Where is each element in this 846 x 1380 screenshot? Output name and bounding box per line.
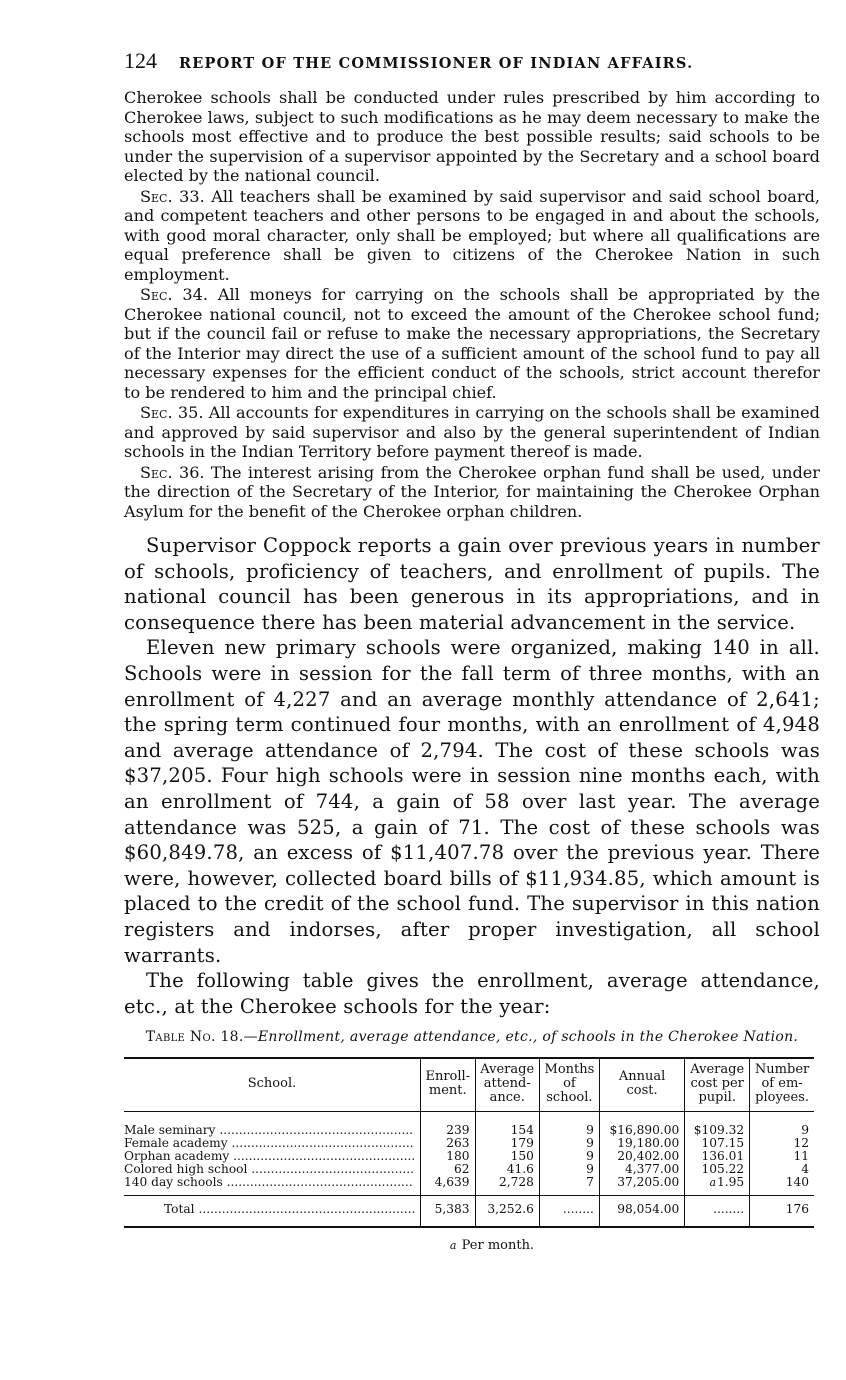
total-label: Total ..... [164,1203,414,1216]
footnote-marker: a [709,1176,717,1190]
per-pupil-cell: 136.01 [685,1150,750,1163]
empty-months-cell [539,1196,599,1228]
attendance-cell: 179 [475,1137,539,1150]
employees-cell: 140 [750,1176,814,1196]
school-name: Colored high school ..... [124,1163,414,1176]
cost-cell: $16,890.00 [599,1112,684,1138]
col-header-school: School. [124,1058,421,1112]
col-header-months: Months of school. [539,1058,599,1112]
school-name: Female academy ..... [124,1137,414,1150]
col-header-employees: Number of em- ployees. [750,1058,814,1112]
cost-cell: 4,377.00 [599,1163,684,1176]
attendance-cell: 41.6 [475,1163,539,1176]
table-header-row [124,1058,814,1112]
law-section-34 [124,285,820,402]
per-pupil-value: 1.95 [717,1175,745,1190]
page-number: 124 [124,48,157,73]
page-header [124,48,820,74]
months-cell: 9 [539,1150,599,1163]
table-row [124,1112,814,1138]
body-paragraph: The following table gives the enrollment, average attendance, etc., at the Cherokee schools for the year: [124,969,820,1018]
footnote-marker: a [449,1239,457,1253]
employees-cell: 11 [750,1150,814,1163]
cost-cell: 19,180.00 [599,1137,684,1150]
cost-cell: 20,402.00 [599,1150,684,1163]
col-header-attendance: Average attend- ance. [475,1058,539,1112]
footnote-text: Per month. [461,1238,535,1254]
col-header-per-pupil: Average cost per pupil. [685,1058,750,1112]
per-pupil-cell: $109.32 [685,1112,750,1138]
employees-cell: 4 [750,1163,814,1176]
table-title: —Enrollment, average attendance, etc., of schools in the Cherokee Nation. [243,1029,799,1046]
per-pupil-cell: 105.22 [685,1163,750,1176]
total-employees: 176 [750,1196,814,1228]
section-label: Sec. 34. [140,285,209,304]
school-name: Male seminary ..... [124,1124,414,1137]
enrollment-cell: 180 [421,1150,476,1163]
col-header-cost: Annual cost. [599,1058,684,1112]
table-footnote [164,1238,820,1253]
section-label: Sec. 35. [140,403,204,422]
total-attendance: 3,252.6 [475,1196,539,1228]
running-title: REPORT OF THE COMMISSIONER OF INDIAN AFFAIRS. [179,55,694,72]
body-paragraph: Eleven new primary schools were organized, making 140 in all. Schools were in session for the fall term of three months, with an enrollment of 4,227 and an average monthly attendance of 2,641; the spring term continued four months, with an enrollment of 4,948 and average attendance of 2,794. The cost of these schools was $37,205. Four high schools were in session nine months each, with an enrollment of 744, a gain of 58 over last year. The average attendance was 525, a gain of 71. The cost of these schools was $60,849.78, an excess of $11,407.78 over the previous year. There were, however, collected board bills of $11,934.85, which amount is placed to the credit of the school fund. The supervisor in this nation registers and indorses, after proper investigation, all school warrants. [124,636,820,967]
empty-per-pupil-cell [685,1196,750,1228]
enrollment-cell: 62 [421,1163,476,1176]
table-caption [124,1029,820,1045]
section-label: Sec. 33. [140,186,205,206]
enrollment-cell: 4,639 [421,1176,476,1196]
law-text: All teachers shall be examined by said supervisor and said school board, and competent teachers and other persons to be engaged in and about the schools, with good moral character, only shall be employed; but where all qualifications are equal preference shall be given to citizens of the Cherokee Nation in such employment. [124,186,820,284]
table-row [124,1176,814,1196]
document-page [124,48,820,1253]
total-row [124,1196,814,1228]
per-pupil-cell [685,1176,750,1196]
col-header-enrollment: Enroll- ment. [421,1058,476,1112]
schools-table [124,1057,814,1228]
employees-cell: 9 [750,1112,814,1138]
law-text: All accounts for expenditures in carrying on the schools shall be examined and approved by said supervisor and also by the general superintendent of Indian schools in the Indian Territory before payment thereof is made. [124,403,820,461]
law-section-33 [124,187,820,285]
months-cell: 9 [539,1112,599,1138]
body-paragraph: Supervisor Coppock reports a gain over previous years in number of schools, proficiency of teachers, and enrollment of pupils. The national council has been generous in its appropriations, and in consequence there has been material advancement in the service. [124,534,820,634]
total-cost: 98,054.00 [599,1196,684,1228]
attendance-cell: 154 [475,1112,539,1138]
table-number: Table No. 18. [145,1029,244,1046]
enrollment-cell: 263 [421,1137,476,1150]
months-cell: 7 [539,1176,599,1196]
attendance-cell: 150 [475,1150,539,1163]
total-enrollment: 5,383 [421,1196,476,1228]
cost-cell: 37,205.00 [599,1176,684,1196]
employees-cell: 12 [750,1137,814,1150]
per-pupil-cell: 107.15 [685,1137,750,1150]
law-paragraph [124,88,820,186]
section-label: Sec. 36. [140,462,205,482]
enrollment-cell: 239 [421,1112,476,1138]
law-section-36 [124,463,820,522]
law-section-35 [124,403,820,462]
school-name: 140 day schools ..... [124,1176,414,1189]
school-name: Orphan academy ..... [124,1150,414,1163]
months-cell: 9 [539,1137,599,1150]
law-text: All moneys for carrying on the schools shall be appropriated by the Cherokee national council, not to exceed the amount of the Cherokee school fund; but if the council fail or refuse to make the necessary appropriations, the Secretary of the Interior may direct the use of a sufficient amount of the school fund to pay all necessary expenses for the efficient conduct of the schools, strict account therefor to be rendered to him and the principal chief. [124,285,820,402]
law-text: Cherokee schools shall be conducted under rules prescribed by him according to Cherokee laws, subject to such modifications as he may deem necessary to make the schools most effective and to produce the best possible results; said schools to be under the supervision of a supervisor appointed by the Secretary and a school board elected by the national council. [124,88,820,185]
law-text: The interest arising from the Cherokee orphan fund shall be used, under the direction of the Secretary of the Interior, for maintaining the Cherokee Orphan Asylum for the benefit of the Cherokee orphan children. [124,462,820,521]
attendance-cell: 2,728 [475,1176,539,1196]
months-cell: 9 [539,1163,599,1176]
